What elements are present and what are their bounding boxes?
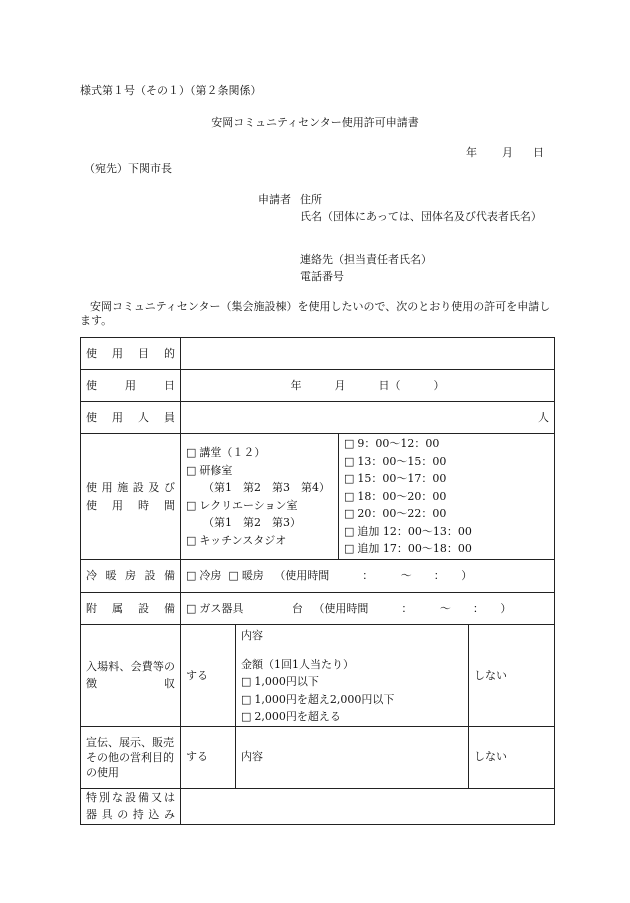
equipment-field xyxy=(181,593,555,625)
checkbox-icon: □ xyxy=(344,507,355,521)
checkbox-icon: □ xyxy=(186,463,197,477)
checkbox-icon: □ xyxy=(186,533,197,547)
special-field[interactable] xyxy=(181,788,555,824)
checkbox-icon: □ xyxy=(344,454,355,468)
date-day-label: 日 xyxy=(533,146,544,159)
checkbox-icon: □ xyxy=(241,692,252,706)
people-row xyxy=(81,402,555,434)
date-row xyxy=(81,370,555,402)
application-date xyxy=(466,146,544,160)
date-month-label: 月 xyxy=(502,146,513,159)
commercial-label: 宣伝、展示、販売その他の営利目的の使用 xyxy=(81,726,181,788)
facility-option-lecture-hall[interactable]: □ 講堂（１２） xyxy=(186,446,266,459)
fee-details xyxy=(236,625,469,727)
time-options xyxy=(339,434,555,560)
checkbox-icon: □ xyxy=(241,675,252,688)
addressee: （宛先）下関市長 xyxy=(84,162,172,175)
facility-option-recreation-room[interactable]: □ レクリエーション室 xyxy=(186,498,298,512)
time-option[interactable]: □ 20：00～22：00 xyxy=(344,507,447,521)
facility-label-line1: 使用施設及び xyxy=(86,481,175,494)
equipment-usage-time[interactable]: （使用時間 ： ～ ： ） xyxy=(313,601,512,615)
facility-label-line2: 使用時間 xyxy=(86,498,175,512)
applicant-label: 申請者 xyxy=(258,193,291,206)
equipment-label: 附属設備 xyxy=(81,593,181,625)
fee-option[interactable]: □ 2,000円を超える xyxy=(241,710,341,723)
facility-option-kitchen-studio[interactable]: □ キッチンスタジオ xyxy=(186,533,287,547)
fee-amount-label: 金額（1回1人当たり） xyxy=(241,657,354,671)
facility-label xyxy=(81,434,181,560)
time-option[interactable]: □ 15：00～17：00 xyxy=(344,472,447,486)
hvac-option-cooling[interactable]: □ 冷房 xyxy=(186,569,222,583)
checkbox-icon: □ xyxy=(344,489,355,503)
commercial-yes[interactable]: する xyxy=(181,726,236,788)
hvac-usage-time[interactable]: （使用時間 ： ～ ： ） xyxy=(274,569,473,583)
application-table xyxy=(80,337,555,825)
hvac-field xyxy=(181,560,555,593)
time-option[interactable]: □ 18：00～20：00 xyxy=(344,489,447,503)
applicant-address-label: 住所 xyxy=(300,193,322,206)
checkbox-icon: □ xyxy=(186,498,197,512)
fee-option[interactable]: □ 1,000円を超え2,000円以下 xyxy=(241,692,395,706)
fee-row xyxy=(81,625,555,727)
commercial-row xyxy=(81,726,555,788)
fee-yes[interactable]: する xyxy=(181,625,236,727)
applicant-name-label: 氏名（団体にあっては、団体名及び代表者氏名） xyxy=(300,210,542,223)
checkbox-icon: □ xyxy=(228,569,239,583)
form-id: 様式第１号（その１）（第２条関係） xyxy=(80,84,262,97)
facility-row xyxy=(81,434,555,560)
fee-option[interactable]: □ 1,000円以下 xyxy=(241,675,319,688)
people-field[interactable] xyxy=(181,402,555,434)
fee-label-line2: 徴収 xyxy=(86,677,175,691)
time-option[interactable]: □ 9：00～12：00 xyxy=(344,437,440,451)
training-room-numbers: （第1 第2 第3 第4） xyxy=(203,481,330,494)
checkbox-icon: □ xyxy=(344,524,355,538)
time-option[interactable]: □ 追加 12：00～13：00 xyxy=(344,524,472,538)
recreation-room-numbers: （第1 第2 第3） xyxy=(203,516,301,529)
fee-label xyxy=(81,625,181,727)
fee-content-label: 内容 xyxy=(241,629,263,642)
equipment-option-gas[interactable]: □ ガス器具 xyxy=(186,601,244,615)
document-title: 安岡コミュニティセンター使用許可申請書 xyxy=(211,116,419,129)
equipment-unit: 台 xyxy=(291,601,303,615)
hvac-option-heating[interactable]: □ 暖房 xyxy=(228,569,264,583)
checkbox-icon: □ xyxy=(186,601,197,615)
special-row xyxy=(81,788,555,824)
checkbox-icon: □ xyxy=(186,446,197,459)
purpose-field[interactable] xyxy=(181,338,555,370)
hvac-label: 冷暖房設備 xyxy=(81,560,181,593)
date-label: 使用日 xyxy=(81,370,181,402)
people-label: 使用人員 xyxy=(81,402,181,434)
contact-person-label: 連絡先（担当責任者氏名） xyxy=(300,253,432,266)
people-unit: 人 xyxy=(538,410,549,424)
special-label-line2: 器具の持込み xyxy=(86,808,175,821)
equipment-row xyxy=(81,593,555,625)
fee-no[interactable]: しない xyxy=(469,625,555,727)
facility-options xyxy=(181,434,339,560)
date-year-label: 年 xyxy=(466,146,477,159)
checkbox-icon: □ xyxy=(186,569,197,583)
phone-label: 電話番号 xyxy=(300,270,344,283)
intro-text: 安岡コミュニティセンター（集会施設棟）を使用したいので、次のとおり使用の許可を申請します。 xyxy=(80,300,551,328)
checkbox-icon: □ xyxy=(344,472,355,486)
checkbox-icon: □ xyxy=(241,710,252,723)
checkbox-icon: □ xyxy=(344,542,355,556)
fee-label-line1: 入場料、会費等の xyxy=(86,659,175,673)
special-label xyxy=(81,788,181,824)
commercial-no[interactable]: しない xyxy=(469,726,555,788)
purpose-row xyxy=(81,338,555,370)
special-label-line1: 特別な設備又は xyxy=(86,790,175,804)
time-option[interactable]: □ 追加 17：00～18：00 xyxy=(344,542,472,556)
commercial-content-label[interactable]: 内容 xyxy=(236,726,469,788)
hvac-row xyxy=(81,560,555,593)
facility-option-training-room[interactable]: □ 研修室 xyxy=(186,463,233,477)
purpose-label: 使用目的 xyxy=(81,338,181,370)
date-field[interactable]: 年 月 日（ ） xyxy=(181,370,555,402)
checkbox-icon: □ xyxy=(344,437,355,451)
time-option[interactable]: □ 13：00～15：00 xyxy=(344,454,447,468)
